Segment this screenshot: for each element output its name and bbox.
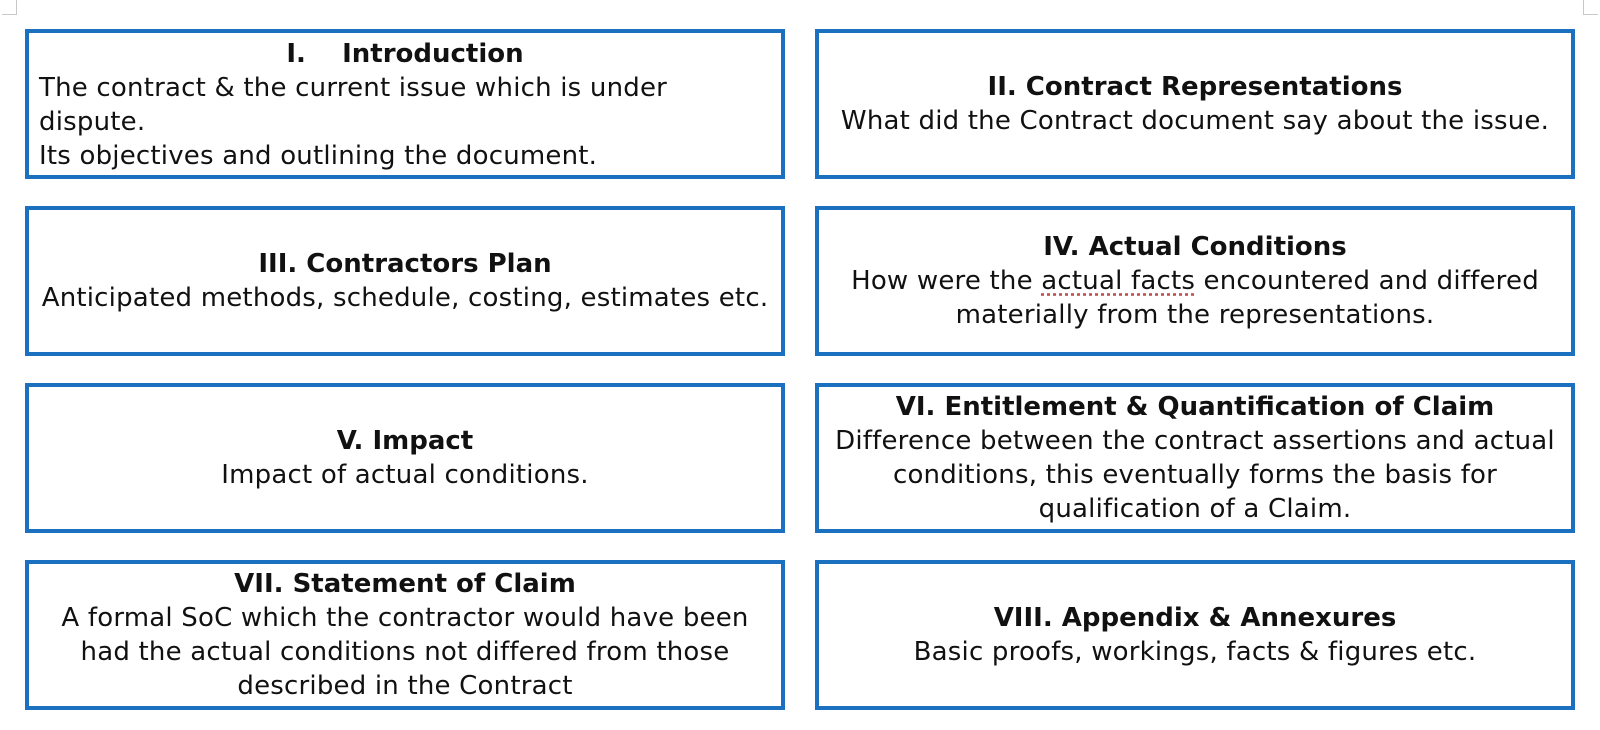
section-title: I. Introduction <box>286 39 524 69</box>
section-box-appendix-annexures <box>815 560 1575 710</box>
description-line: The contract & the current issue which is under dispute. <box>39 73 668 137</box>
section-description: Impact of actual conditions. <box>221 460 589 490</box>
section-title: VI. Entitlement & Quantification of Claim <box>895 392 1495 422</box>
section-title: IV. Actual Conditions <box>1043 232 1347 262</box>
section-description: A formal SoC which the contractor would have been had the actual conditions not differed from those described in the Contract <box>61 603 749 701</box>
section-title: V. Impact <box>336 426 474 456</box>
section-box-contractors-plan <box>25 206 785 356</box>
section-title: VII. Statement of Claim <box>234 569 576 599</box>
section-title: II. Contract Representations <box>987 72 1403 102</box>
spellcheck-flagged-phrase: actual facts <box>1041 266 1196 296</box>
section-box-entitlement-quantification <box>815 383 1575 533</box>
claim-structure-grid <box>25 29 1575 710</box>
section-box-statement-of-claim <box>25 560 785 710</box>
page-corner-mark-left <box>2 0 17 15</box>
section-title: III. Contractors Plan <box>258 249 552 279</box>
section-box-contract-representations <box>815 29 1575 179</box>
section-description <box>37 71 773 173</box>
section-title: VIII. Appendix & Annexures <box>993 603 1397 633</box>
description-line: Its objectives and outlining the document. <box>39 141 598 171</box>
section-description: What did the Contract document say about the issue. <box>840 106 1550 136</box>
section-box-actual-conditions <box>815 206 1575 356</box>
description-text-before: How were the <box>851 266 1042 296</box>
description-text-after: encountered and differed materially from the representations. <box>955 266 1539 330</box>
section-box-impact <box>25 383 785 533</box>
page-corner-mark-right <box>1583 0 1598 15</box>
section-description: Basic proofs, workings, facts & figures etc. <box>913 637 1477 667</box>
section-description: Difference between the contract assertions and actual conditions, this eventually forms the basis for qualification of a Claim. <box>835 426 1555 524</box>
section-box-introduction <box>25 29 785 179</box>
section-description: Anticipated methods, schedule, costing, estimates etc. <box>41 283 769 313</box>
section-description <box>827 264 1563 332</box>
